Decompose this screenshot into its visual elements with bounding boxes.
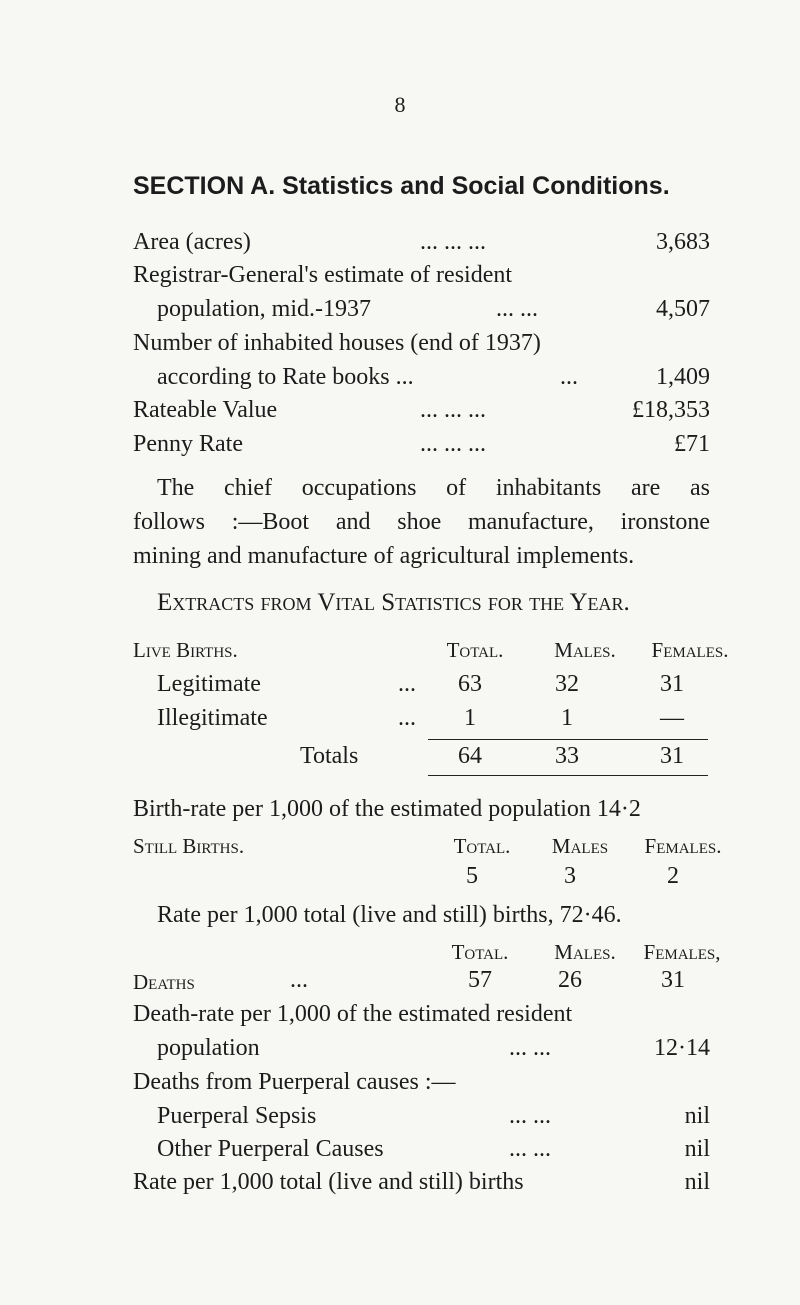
totals-males: 33 — [555, 743, 579, 769]
rateable-dots: ... ... ... — [420, 397, 486, 423]
page-number: 8 — [394, 92, 406, 117]
other-puerperal-dots: ... ... — [509, 1136, 551, 1162]
totals-label: Totals — [300, 743, 359, 769]
puerperal-rate-label: Rate per 1,000 total (live and still) births — [133, 1169, 524, 1195]
still-births-heading: Still Births. — [133, 834, 245, 858]
live-births-col-females: Females. — [651, 638, 729, 662]
penny-rate-label: Penny Rate — [133, 431, 243, 457]
totals-rule-top — [428, 739, 708, 740]
puerperal-sepsis-label: Puerperal Sepsis — [157, 1103, 317, 1129]
illegitimate-dots: ... — [398, 705, 416, 731]
section-title: SECTION A. Statistics and Social Conditions. — [133, 172, 670, 200]
deaths-total: 57 — [468, 967, 492, 993]
death-rate-label-2: population — [157, 1035, 260, 1061]
live-births-col-males: Males. — [554, 638, 616, 662]
puerperal-heading: Deaths from Puerperal causes :— — [133, 1069, 456, 1095]
still-birth-rate: Rate per 1,000 total (live and still) births, 72·46. — [157, 902, 622, 928]
legitimate-label: Legitimate — [157, 671, 261, 697]
other-puerperal-label: Other Puerperal Causes — [157, 1136, 384, 1162]
occupations-line-2: follows :—Boot and shoe manufacture, ironstone — [133, 509, 710, 535]
houses-value: 1,409 — [656, 364, 710, 390]
houses-label-1: Number of inhabited houses (end of 1937) — [133, 330, 541, 356]
deaths-col-males: Males. — [554, 940, 616, 964]
death-rate-label-1: Death-rate per 1,000 of the estimated resident — [133, 1001, 573, 1027]
deaths-dots: ... — [290, 967, 308, 993]
other-puerperal-value: nil — [684, 1136, 710, 1162]
live-births-col-total: Total. — [446, 638, 504, 662]
rateable-value: £18,353 — [632, 397, 710, 423]
live-births-heading: Live Births. — [133, 638, 238, 662]
totals-females: 31 — [660, 743, 684, 769]
deaths-females: 31 — [661, 967, 685, 993]
death-rate-dots: ... ... — [509, 1035, 551, 1061]
legitimate-females: 31 — [660, 671, 684, 697]
area-value: 3,683 — [656, 229, 710, 255]
death-rate-value: 12·14 — [654, 1035, 710, 1061]
population-value: 4,507 — [656, 296, 710, 322]
houses-label-2: according to Rate books ... — [157, 364, 414, 390]
still-births-col-males: Males — [551, 834, 609, 858]
legitimate-dots: ... — [398, 671, 416, 697]
still-births-total: 5 — [466, 863, 478, 889]
illegitimate-males: 1 — [561, 705, 573, 731]
houses-dots: ... — [560, 364, 578, 390]
area-label: Area (acres) — [133, 229, 251, 255]
illegitimate-total: 1 — [464, 705, 476, 731]
population-dots: ... ... — [496, 296, 538, 322]
still-births-males: 3 — [564, 863, 576, 889]
birth-rate: Birth-rate per 1,000 of the estimated population 14·2 — [133, 796, 641, 822]
puerperal-rate-value: nil — [684, 1169, 710, 1195]
deaths-label: Deaths — [133, 970, 195, 994]
population-label-2: population, mid.-1937 — [157, 296, 371, 322]
occupations-line-1: The chief occupations of inhabitants are as — [157, 475, 710, 501]
penny-rate-value: £71 — [674, 431, 710, 457]
puerperal-sepsis-value: nil — [684, 1103, 710, 1129]
rateable-label: Rateable Value — [133, 397, 278, 423]
deaths-col-total: Total. — [451, 940, 509, 964]
deaths-col-females: Females, — [643, 940, 721, 964]
deaths-males: 26 — [558, 967, 582, 993]
illegitimate-label: Illegitimate — [157, 705, 268, 731]
legitimate-total: 63 — [458, 671, 482, 697]
still-births-col-females: Females. — [644, 834, 722, 858]
totals-total: 64 — [458, 743, 482, 769]
puerperal-sepsis-dots: ... ... — [509, 1103, 551, 1129]
still-births-col-total: Total. — [453, 834, 511, 858]
area-dots: ... ... ... — [420, 229, 486, 255]
totals-rule-bottom — [428, 775, 708, 776]
population-label-1: Registrar-General's estimate of resident — [133, 262, 513, 288]
extracts-heading: Extracts from Vital Statistics for the Year. — [157, 589, 630, 616]
penny-rate-dots: ... ... ... — [420, 431, 486, 457]
illegitimate-females: — — [660, 705, 684, 731]
legitimate-males: 32 — [555, 671, 579, 697]
still-births-females: 2 — [667, 863, 679, 889]
occupations-line-3: mining and manufacture of agricultural implements. — [133, 543, 635, 569]
